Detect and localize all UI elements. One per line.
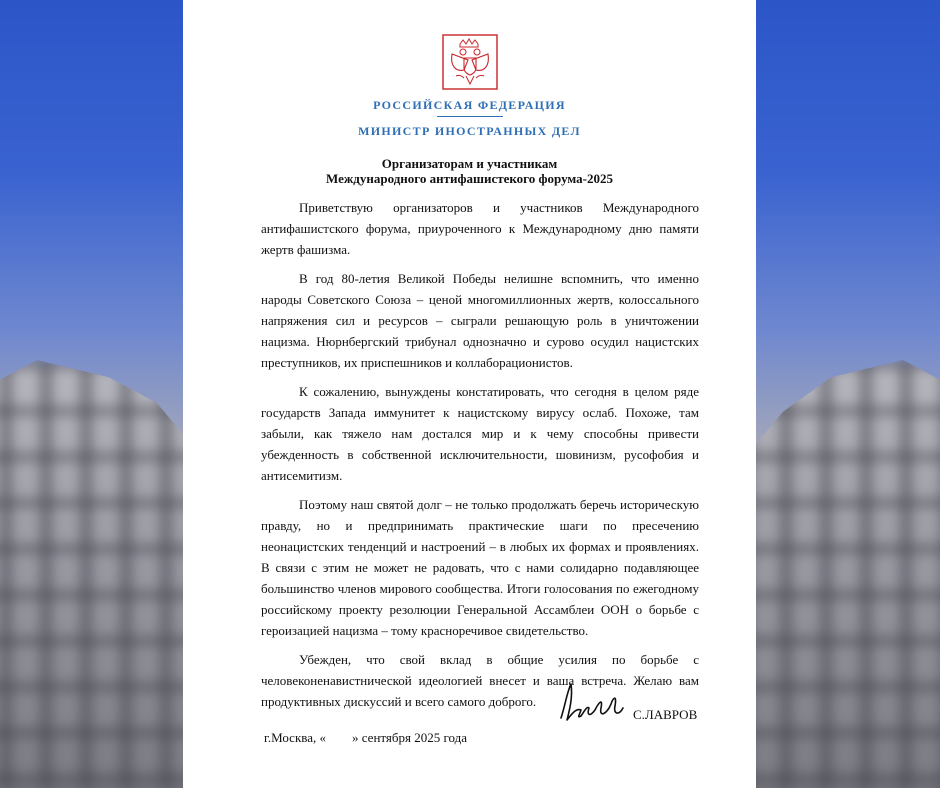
paragraph-4: Поэтому наш святой долг – не только продолжать беречь историческую правду, но и предпринимать практические шаги по пресечению неонацистских тенденций и настроений – в любых их формах и проявлениях. В связи с этим не может не радовать, что с нами солидарно подавляющее большинство членов мирового сообщества. Итоги голосования по ежегодному российскому проекту резолюции Генеральной Ассамблеи ООН о борьбе с героизацией нацизма – тому красноречивое свидетельство. (261, 497, 699, 638)
paragraph-1: Приветствую организаторов и участников Международного антифашистского форума, приуроченного к Международному дню памяти жертв фашизма. (261, 200, 699, 257)
background-building-right (740, 360, 940, 788)
handwritten-signature (555, 678, 627, 726)
letter-body (261, 197, 699, 720)
addressee-block (183, 156, 756, 186)
place-and-date: г.Москва, « » сентября 2025 года (264, 730, 468, 745)
background-building-left (0, 360, 200, 788)
header-divider (437, 116, 503, 117)
header-position: МИНИСТР ИНОСТРАННЫХ ДЕЛ (358, 124, 581, 138)
paragraph-2: В год 80-летия Великой Победы нелишне вспомнить, что именно народы Советского Союза – ценой многомиллионных жертв, колоссального напряжения сил и ресурсов – сыграли решающую роль в уничтожении нацизма. Нюрнбергский трибунал однозначно и сурово осудил нацистских преступников, их приспешников и коллаборационистов. (261, 271, 699, 370)
addressee-line-2: Международного антифашистекого форума-2025 (326, 171, 613, 186)
signer-name: С.ЛАВРОВ (633, 707, 698, 722)
letter-page (183, 0, 756, 788)
addressee-line-1: Организаторам и участникам (381, 156, 558, 171)
header-country: РОССИЙСКАЯ ФЕДЕРАЦИЯ (373, 98, 566, 112)
paragraph-5: Убежден, что свой вклад в общие усилия по борьбе с человеконенавистнической идеологией внесет и ваша встреча. Желаю вам продуктивных дискуссий и всего самого доброго. (261, 652, 699, 709)
coat-of-arms-icon (442, 34, 498, 90)
paragraph-3: К сожалению, вынуждены констатировать, что сегодня в целом ряде государств Запада иммунитет к нацистскому вирусу ослаб. Похоже, там забыли, как тяжело нам достался мир и к чему способны привести убежденность в собственной исключительности, шовинизм, русофобия и антисемитизм. (261, 384, 699, 483)
